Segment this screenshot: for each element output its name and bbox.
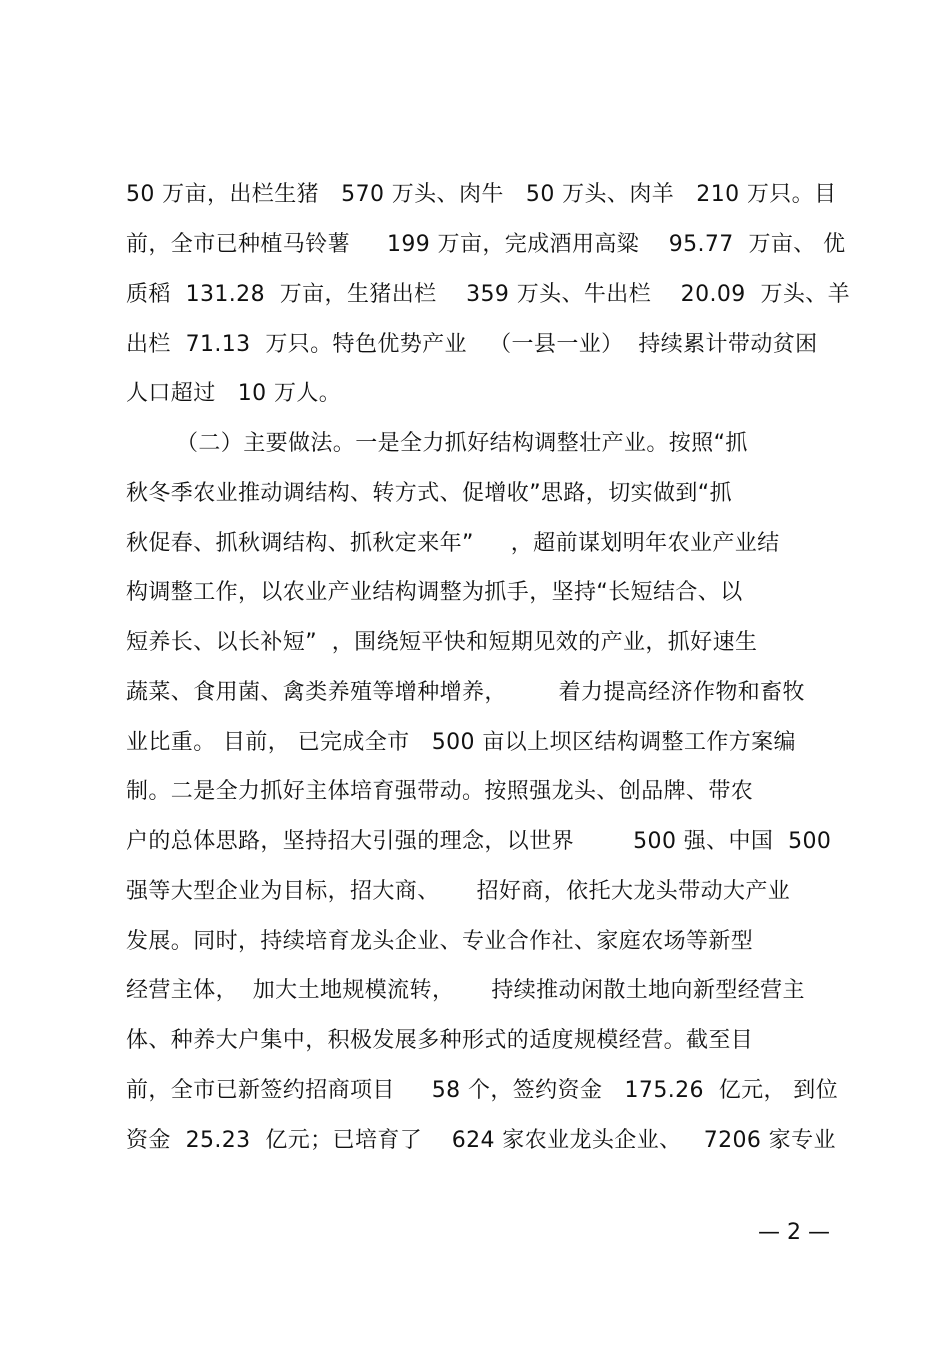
text-line: （二）主要做法。一是全力抓好结构调整壮产业。按照“抓 — [176, 431, 748, 456]
text-line: 短养长、以长补短” ，围绕短平快和短期见效的产业，抓好速生 — [126, 630, 758, 655]
text-line: 体、种养大户集中，积极发展多种形式的适度规模经营。截至目 — [126, 1028, 754, 1053]
text-line: 发展。同时，持续培育龙头企业、专业合作社、家庭农场等新型 — [126, 929, 754, 954]
text-line: 蔬菜、食用菌、禽类养殖等增种增养， 着力提高经济作物和畜牧 — [126, 680, 805, 705]
text-line: 秋冬季农业推动调结构、转方式、促增收”思路，切实做到“抓 — [126, 481, 732, 506]
text-line: 前，全市已种植马铃薯 199 万亩，完成酒用高粱 95.77 万亩、 优 — [126, 232, 846, 257]
text-line: 户的总体思路，坚持招大引强的理念，以世界 500 强、中国 500 — [126, 829, 832, 854]
text-line: 50 万亩，出栏生猪 570 万头、肉牛 50 万头、肉羊 210 万只。目 — [126, 182, 837, 207]
page-number: — 2 — — [758, 1220, 830, 1245]
text-line: 强等大型企业为目标，招大商、 招好商，依托大龙头带动大产业 — [126, 879, 791, 904]
text-line: 人口超过 10 万人。 — [126, 381, 342, 406]
text-line: 前，全市已新签约招商项目 58 个，签约资金 175.26 亿元， 到位 — [126, 1078, 839, 1103]
text-line: 业比重。 目前， 已完成全市 500 亩以上坝区结构调整工作方案编 — [126, 730, 796, 755]
text-line: 制。二是全力抓好主体培育强带动。按照强龙头、创品牌、带农 — [126, 779, 754, 804]
text-line: 质稻 131.28 万亩，生猪出栏 359 万头、牛出栏 20.09 万头、羊 — [126, 282, 851, 307]
text-line: 经营主体， 加大土地规模流转， 持续推动闲散土地向新型经营主 — [126, 978, 805, 1003]
text-line: 秋促春、抓秋调结构、抓秋定来年” ，超前谋划明年农业产业结 — [126, 531, 780, 556]
text-line: 出栏 71.13 万只。特色优势产业 （一县一业） 持续累计带动贫困 — [126, 332, 818, 357]
text-line: 资金 25.23 亿元；已培育了 624 家农业龙头企业、 7206 家专业 — [126, 1128, 836, 1153]
text-line: 构调整工作，以农业产业结构调整为抓手，坚持“长短结合、以 — [126, 580, 743, 605]
